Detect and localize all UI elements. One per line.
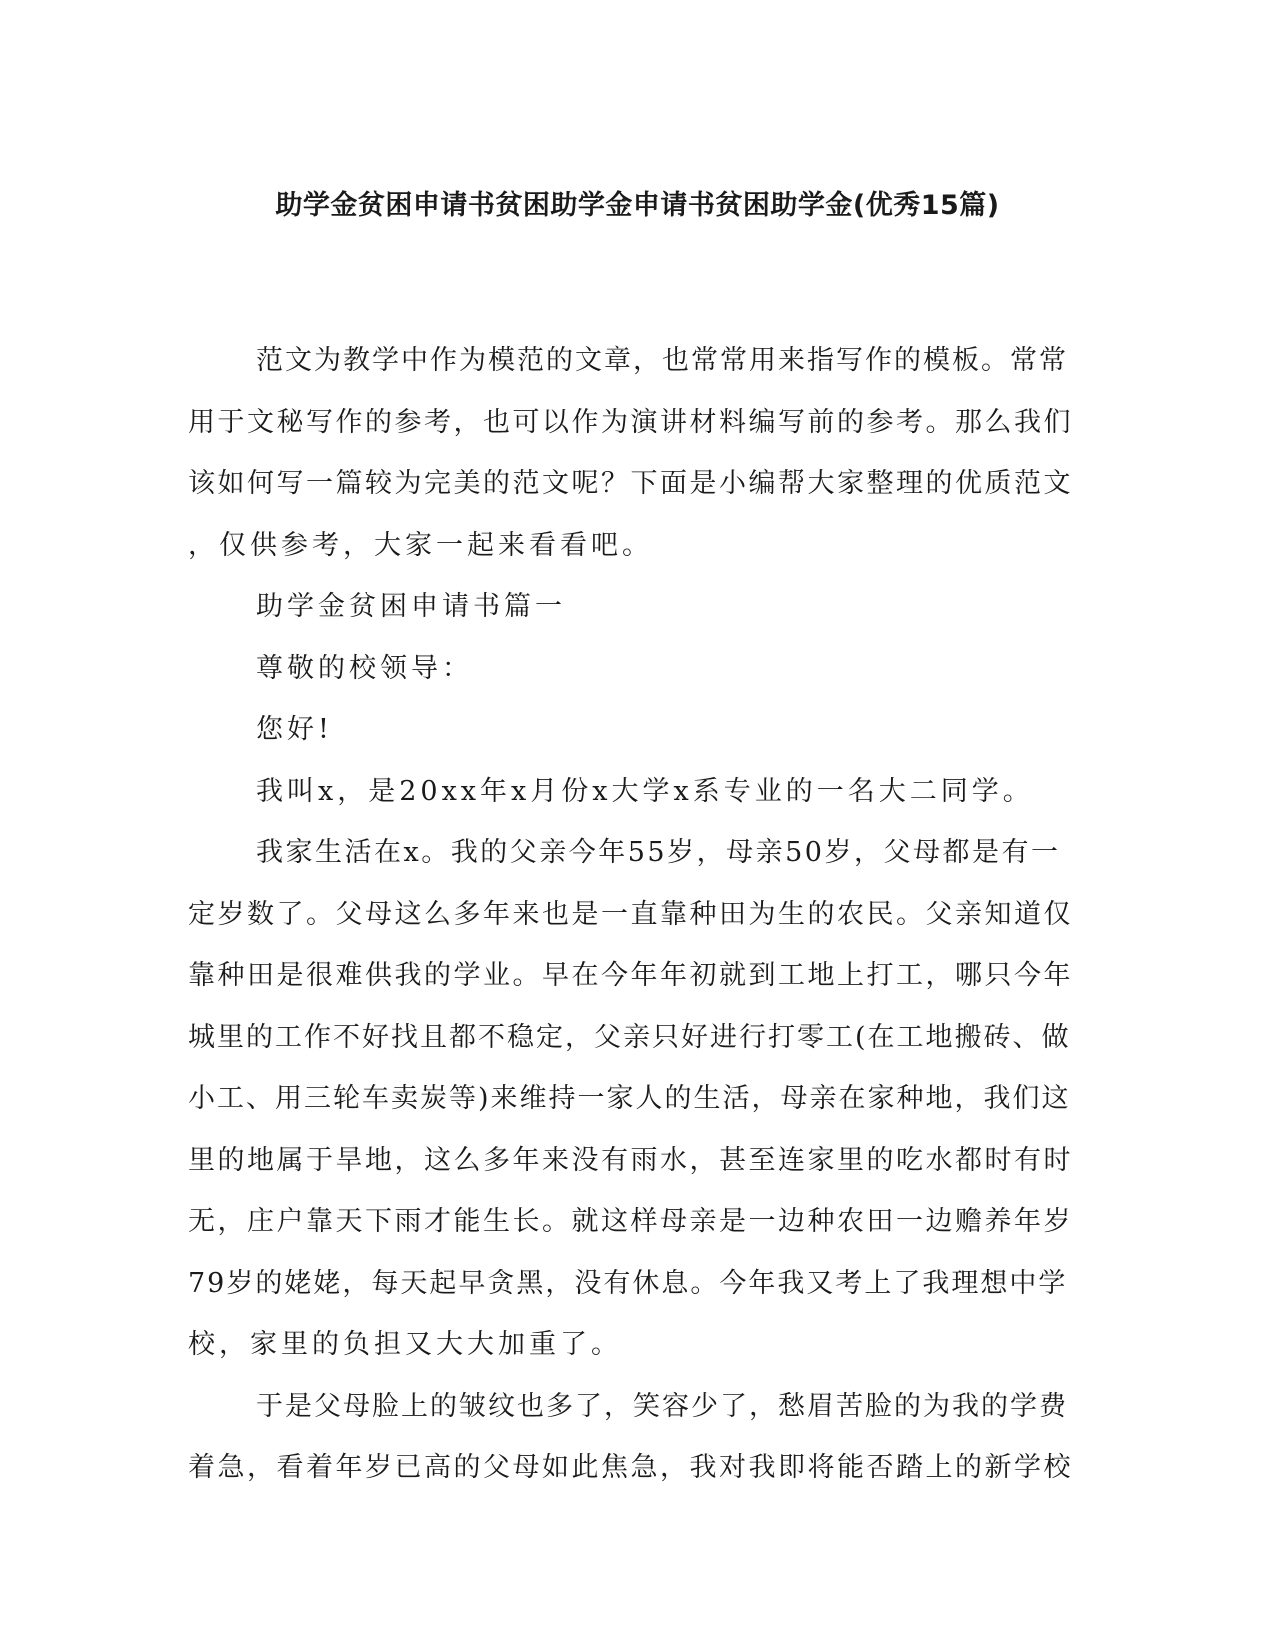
section-heading: 助学金贫困申请书篇一	[256, 591, 566, 622]
paragraph-line: 无，庄户靠天下雨才能生长。就这样母亲是一边种农田一边赡养年岁	[188, 1206, 1073, 1237]
paragraph-line: 靠种田是很难供我的学业。早在今年年初就到工地上打工，哪只今年	[188, 960, 1073, 991]
document-title: 助学金贫困申请书贫困助学金申请书贫困助学金(优秀15篇)	[275, 190, 1000, 221]
paragraph-line: 于是父母脸上的皱纹也多了，笑容少了，愁眉苦脸的为我的学费	[256, 1390, 1068, 1422]
paragraph-line: 范文为教学中作为模范的文章，也常常用来指写作的模板。常常	[256, 345, 1068, 376]
paragraph-line: 校，家里的负担又大大加重了。	[188, 1329, 622, 1360]
paragraph-line: 里的地属于旱地，这么多年来没有雨水，甚至连家里的吃水都时有时	[188, 1144, 1073, 1176]
paragraph-line: 小工、用三轮车卖炭等)来维持一家人的生活，母亲在家种地，我们这	[188, 1083, 1071, 1114]
paragraph-line: 我叫x，是20xx年x月份x大学x系专业的一名大二同学。	[256, 775, 1034, 807]
document-body	[188, 330, 1073, 1499]
paragraph-line: 城里的工作不好找且都不稳定，父亲只好进行打零工(在工地搬砖、做	[188, 1021, 1071, 1053]
paragraph-line: 着急，看着年岁已高的父母如此焦急，我对我即将能否踏上的新学校	[188, 1452, 1073, 1483]
paragraph-line: 定岁数了。父母这么多年来也是一直靠种田为生的农民。父亲知道仅	[188, 898, 1073, 930]
paragraph-line: ，仅供参考，大家一起来看看吧。	[188, 529, 653, 561]
paragraph-line: 79岁的姥姥，每天起早贪黑，没有休息。今年我又考上了我理想中学	[188, 1267, 1068, 1299]
paragraph-line: 该如何写一篇较为完美的范文呢？下面是小编帮大家整理的优质范文	[188, 468, 1073, 499]
paragraph-line: 用于文秘写作的参考，也可以作为演讲材料编写前的参考。那么我们	[188, 406, 1073, 438]
salutation: 尊敬的校领导：	[256, 652, 473, 684]
greeting: 您好!	[256, 714, 333, 745]
paragraph-line: 我家生活在x。我的父亲今年55岁，母亲50岁，父母都是有一	[256, 837, 1061, 868]
